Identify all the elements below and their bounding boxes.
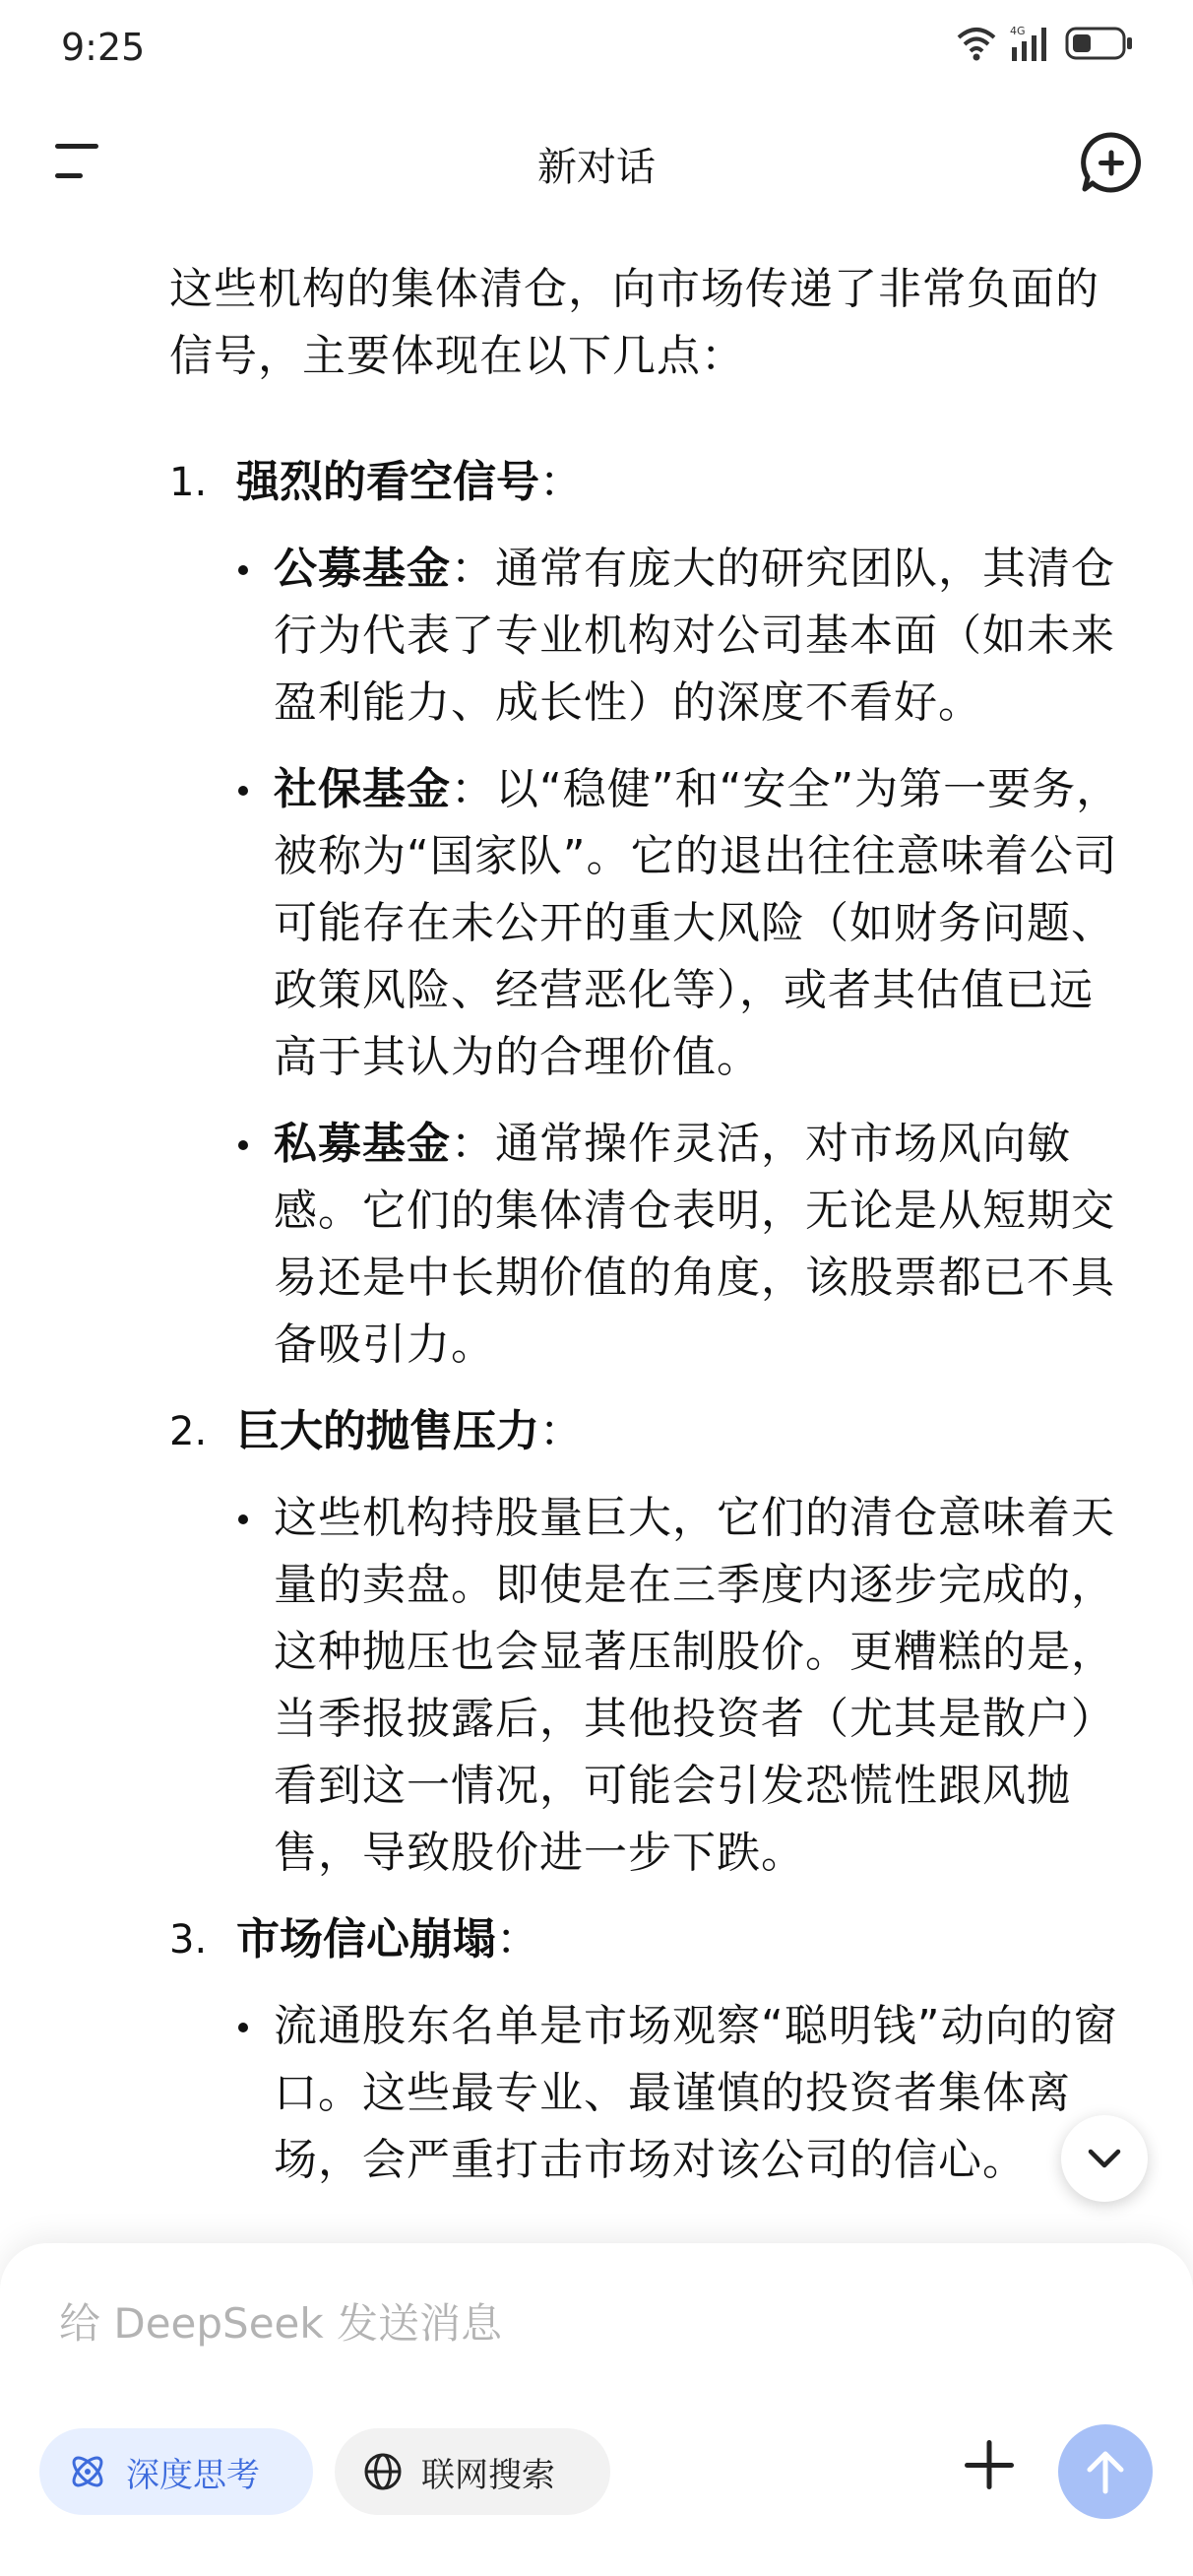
arrow-up-icon [1082, 2446, 1129, 2497]
bullet-dot [238, 1140, 248, 1150]
intro-paragraph: 这些机构的集体清仓，向市场传递了非常负面的信号，主要体现在以下几点： [169, 264, 1099, 381]
section-heading [169, 1906, 1134, 1973]
wifi-icon [955, 26, 998, 61]
bullet-text: ：通常有庞大的研究团队，其清仓行为代表了专业机构对公司基本面（如未来盈利能力、成长性）的深度不看好。 [274, 544, 1115, 728]
atom-icon [67, 2451, 108, 2492]
battery-icon [1065, 25, 1134, 62]
list-item [169, 756, 1134, 1091]
bullet-text: 流通股东名单是市场观察“聪明钱”动向的窗口。这些最专业、最谨慎的投资者集体离场，会严重打击市场对该公司的信心。 [274, 2001, 1118, 2185]
bullet-text: ：以“稳健”和“安全”为第一要务，被称为“国家队”。它的退出往往意味着公司可能存在未公开的重大风险（如财务问题、政策风险、经营恶化等），或者其估值已远高于其认为的合理价值。 [274, 764, 1121, 1082]
list-section [169, 1398, 1134, 1887]
chevron-down-icon [1085, 2146, 1124, 2171]
deep-think-label: 深度思考 [126, 2455, 260, 2495]
section-title: 强烈的看空信号 [236, 457, 539, 507]
new-chat-icon [1079, 130, 1144, 195]
deep-think-toggle[interactable] [39, 2428, 313, 2515]
web-search-toggle[interactable] [335, 2428, 610, 2515]
list-section [169, 1906, 1134, 2194]
bullet-list [169, 536, 1134, 1379]
send-button[interactable] [1058, 2424, 1153, 2519]
new-chat-button[interactable] [1079, 130, 1144, 195]
bullet-list [169, 1993, 1134, 2194]
list-item [169, 536, 1134, 737]
status-bar [0, 0, 1193, 98]
plus-icon [955, 2430, 1024, 2499]
status-icons [955, 24, 1134, 63]
bullet-dot [238, 1514, 248, 1524]
list-item [169, 1485, 1134, 1887]
list-item [169, 1111, 1134, 1379]
page-title: 新对话 [537, 145, 656, 190]
globe-icon [362, 2451, 404, 2492]
message-input[interactable] [57, 2283, 1124, 2363]
bullet-dot [238, 565, 248, 575]
chat-response [169, 256, 1134, 2214]
bullet-text: ：通常操作灵活，对市场风向敏感。它们的集体清仓表明，无论是从短期交易还是中长期价值的角度，该股票都已不具备吸引力。 [274, 1119, 1115, 1370]
section-title: 巨大的抛售压力 [236, 1406, 539, 1456]
bullet-label: 社保基金 [274, 764, 451, 814]
signal-icon [1008, 24, 1055, 63]
section-number: 2. [169, 1409, 208, 1454]
section-colon: ： [539, 457, 583, 507]
section-heading [169, 449, 1134, 516]
bullet-list [169, 1485, 1134, 1887]
bullet-label: 公募基金 [274, 544, 451, 594]
status-time: 9:25 [61, 26, 146, 69]
scroll-to-bottom-button[interactable] [1061, 2115, 1148, 2202]
attach-button[interactable] [955, 2430, 1024, 2499]
network-label: 4G [1010, 25, 1026, 37]
section-title: 市场信心崩塌 [236, 1914, 496, 1964]
bullet-dot [238, 786, 248, 796]
web-search-label: 联网搜索 [421, 2455, 555, 2495]
bullet-text: 这些机构持股量巨大，它们的清仓意味着天量的卖盘。即使是在三季度内逐步完成的，这种抛压也会显著压制股价。更糟糕的是，当季报披露后，其他投资者（尤其是散户）看到这一情况，可能会引发恐慌性跟风抛售，导致股价进一步下跌。 [274, 1493, 1115, 1878]
bullet-label: 私募基金 [274, 1119, 451, 1169]
section-colon: ： [496, 1914, 539, 1964]
section-heading [169, 1398, 1134, 1465]
section-number: 3. [169, 1917, 208, 1963]
bullet-dot [238, 2023, 248, 2032]
message-composer [0, 2243, 1193, 2576]
list-section [169, 449, 1134, 1379]
section-colon: ： [539, 1406, 583, 1456]
app-header [0, 108, 1193, 217]
section-number: 1. [169, 460, 208, 505]
list-item [169, 1993, 1134, 2194]
